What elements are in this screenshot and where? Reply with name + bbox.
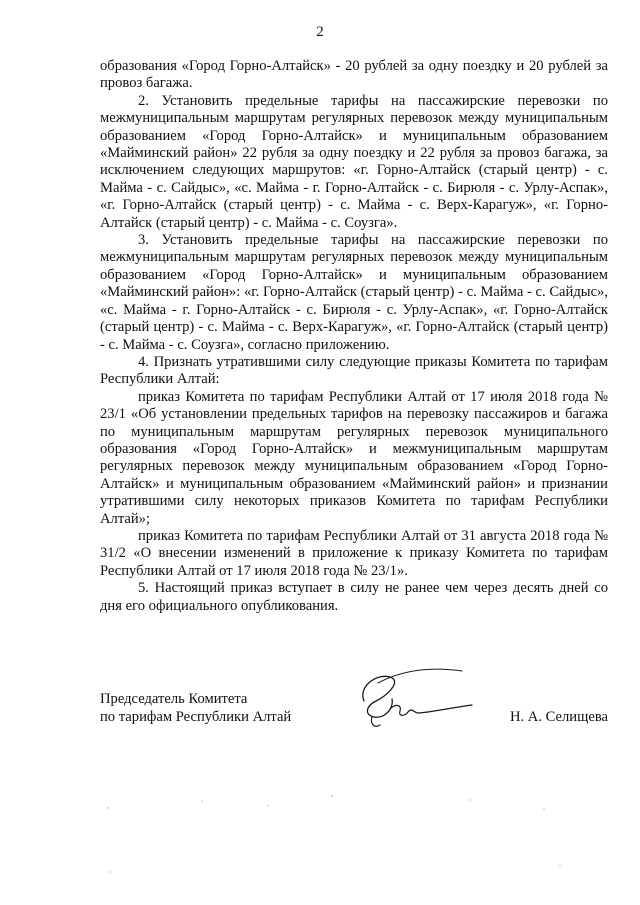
signer-title-line2: по тарифам Республики Алтай — [100, 709, 292, 725]
handwritten-signature — [344, 665, 476, 735]
signer-title — [100, 690, 291, 726]
signature-block — [100, 690, 608, 730]
document-body — [100, 58, 608, 615]
paragraph-continuation: образования «Город Горно-Алтайск» - 20 рублей за одну поездку и 20 рублей за провоз багажа. — [100, 58, 608, 92]
signer-name: Н. А. Селищева — [509, 709, 608, 725]
signer-title-line1: Председатель Комитета — [100, 691, 248, 707]
paragraph-item-2: 2. Установить предельные тарифы на пассажирские перевозки по межмуниципальным маршрутам регулярных перевозок между муниципальным образованием «Город Горно-Алтайск» и муниципальным образованием «Майминский район» 22 рубля за одну поездку и 22 рубля за провоз багажа, за исключением следующих маршрутов: «г. Горно-Алтайск (старый центр) - с. Майма - с. Сайдыс», «с. Майма - г. Горно-Алтайск - с. Бирюля - с. Урлу-Аспак», «г. Горно-Алтайск (старый центр) - с. Майма - с. Верх-Карагуж», «г. Горно-Алтайск (старый центр) - с. Майма - с. Соузга». — [100, 92, 608, 231]
paragraph-repealed-order-1: приказ Комитета по тарифам Республики Алтай от 17 июля 2018 года № 23/1 «Об установлении предельных тарифов на перевозку пассажиров и багажа по муниципальным маршрутам регулярных перевозок муниципального образования «Город Горно-Алтайск» и межмуниципальным маршрутам регулярных перевозок между муниципальным образованием «Город Горно-Алтайск» и муниципальным образованием «Майминский район» и признании утратившими силу некоторых приказов Комитета по тарифам Республики Алтай»; — [100, 388, 608, 527]
paragraph-item-4: 4. Признать утратившими силу следующие приказы Комитета по тарифам Республики Алтай: — [100, 353, 608, 388]
paragraph-item-5: 5. Настоящий приказ вступает в силу не ранее чем через десять дней со дня его официального опубликования. — [100, 580, 608, 614]
paragraph-item-3: 3. Установить предельные тарифы на пассажирские перевозки по межмуниципальным маршрутам регулярных перевозок между муниципальным образованием «Город Горно-Алтайск» и муниципальным образованием «Майминский район»: «г. Горно-Алтайск (старый центр) - с. Майма - с. Сайдыс», «с. Майма - г. Горно-Алтайск - с. Бирюля - с. Урлу-Аспак», «г. Горно-Алтайск (старый центр) - с. Майма - с. Верх-Карагуж», «г. Горно-Алтайск (старый центр) - с. Майма - с. Соузга», согласно приложению. — [100, 232, 608, 353]
paragraph-repealed-order-2: приказ Комитета по тарифам Республики Алтай от 31 августа 2018 года № 31/2 «О внесении изменений в приложение к приказу Комитета по тарифам Республики Алтай от 17 июля 2018 года № 23/1». — [100, 527, 608, 579]
page-number: 2 — [316, 24, 324, 40]
